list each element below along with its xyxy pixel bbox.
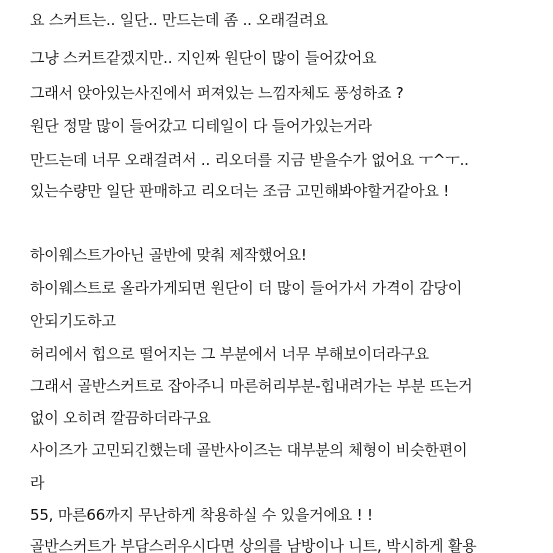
text-line: 만드는데 너무 오래걸려서 .. 리오더를 지금 받을수가 없어요 ㅜ^ㅜ..: [30, 151, 469, 169]
text-line: 그냥 스커트같겠지만.. 지인짜 원단이 많이 들어갔어요: [30, 49, 377, 67]
text-line: 요 스커트는.. 일단.. 만드는데 좀 .. 오래걸려요: [30, 11, 328, 29]
text-line: 라: [30, 474, 45, 492]
text-line: 55, 마른66까지 무난하게 착용하실 수 있을거에요 ! !: [30, 506, 373, 524]
text-line: 골반스커트가 부담스러우시다면 상의를 남방이나 니트, 박시하게 활용: [30, 537, 477, 553]
text-line: 있는수량만 일단 판매하고 리오더는 조금 고민해봐야할거같아요 !: [30, 182, 450, 200]
text-line: 원단 정말 많이 들어갔고 디테일이 다 들어가있는거라: [30, 117, 372, 135]
text-line: 없이 오히려 깔끔하더라구요: [30, 409, 211, 427]
text-line: 그래서 골반스커트로 잡아주니 마른허리부분-힙내려가는 부분 뜨는거: [30, 377, 473, 395]
text-line: 하이웨스트가아닌 골반에 맞춰 제작했어요!: [30, 246, 307, 264]
text-line: 안되기도하고: [30, 312, 116, 330]
text-line: 그래서 앉아있는사진에서 퍼져있는 느낌자체도 풍성하죠 ?: [30, 84, 404, 102]
text-line: 하이웨스트로 올라가게되면 원단이 더 많이 들어가서 가격이 감당이: [30, 279, 463, 297]
text-line: 사이즈가 고민되긴했는데 골반사이즈는 대부분의 체형이 비슷한편이: [30, 441, 468, 459]
text-line: 허리에서 힙으로 떨어지는 그 부분에서 너무 부해보이더라구요: [30, 345, 429, 363]
